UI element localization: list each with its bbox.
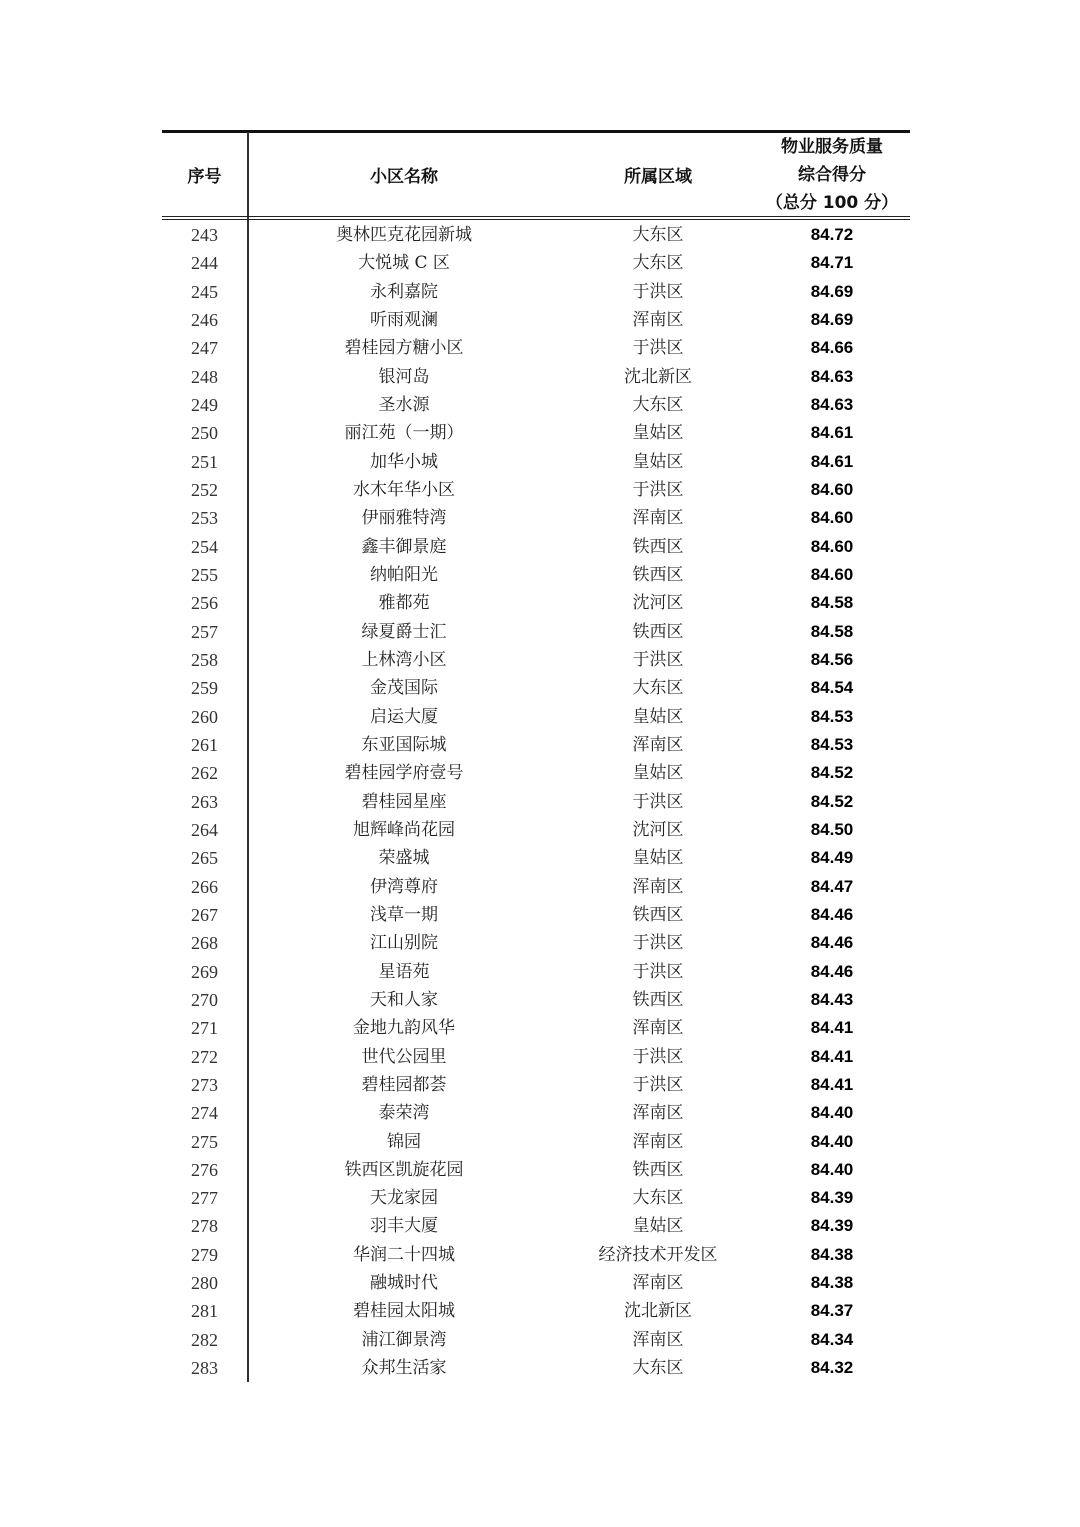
score-value: 84.60 bbox=[810, 508, 854, 528]
score-value: 84.32 bbox=[810, 1358, 854, 1378]
community-name: 启运大厦 bbox=[370, 706, 438, 727]
community-name: 绿夏爵士汇 bbox=[361, 621, 447, 642]
district: 浑南区 bbox=[632, 734, 684, 755]
score-value: 84.58 bbox=[810, 621, 854, 641]
district: 皇姑区 bbox=[632, 848, 684, 869]
score-value: 84.50 bbox=[810, 819, 854, 839]
district: 于洪区 bbox=[632, 1074, 684, 1095]
table-row bbox=[162, 561, 910, 589]
row-number: 268 bbox=[191, 933, 218, 954]
table-row bbox=[162, 873, 910, 901]
row-number: 253 bbox=[191, 508, 218, 529]
row-number: 280 bbox=[191, 1273, 218, 1294]
table-row bbox=[162, 476, 910, 504]
table-row bbox=[162, 419, 910, 447]
row-number: 248 bbox=[191, 366, 218, 387]
score-value: 84.41 bbox=[810, 1046, 854, 1066]
score-value: 84.52 bbox=[810, 763, 854, 783]
table-row bbox=[162, 646, 910, 674]
row-number: 243 bbox=[191, 225, 218, 245]
score-value: 84.40 bbox=[810, 1103, 854, 1123]
district: 浑南区 bbox=[632, 1103, 684, 1124]
header-rule bbox=[162, 216, 910, 220]
district: 于洪区 bbox=[632, 933, 684, 954]
district: 沈河区 bbox=[632, 593, 684, 614]
table-row bbox=[162, 533, 910, 561]
table-row bbox=[162, 759, 910, 787]
district: 浑南区 bbox=[632, 508, 684, 529]
table-row bbox=[162, 901, 910, 929]
district: 浑南区 bbox=[632, 1018, 684, 1039]
header-score-line3: （总分 100 分） bbox=[765, 192, 899, 213]
table-row bbox=[162, 788, 910, 816]
table-row bbox=[162, 1269, 910, 1297]
row-number: 251 bbox=[191, 451, 218, 472]
score-value: 84.53 bbox=[810, 706, 854, 726]
district: 皇姑区 bbox=[632, 423, 684, 444]
table-row bbox=[162, 844, 910, 872]
community-name: 锦园 bbox=[387, 1131, 421, 1152]
score-value: 84.38 bbox=[810, 1244, 854, 1264]
district: 皇姑区 bbox=[632, 1216, 684, 1237]
row-number: 247 bbox=[191, 338, 218, 359]
table-row bbox=[162, 504, 910, 532]
community-name: 听雨观澜 bbox=[370, 309, 438, 330]
row-number: 271 bbox=[191, 1018, 218, 1039]
district: 浑南区 bbox=[632, 876, 684, 897]
district: 沈河区 bbox=[632, 819, 684, 840]
score-value: 84.46 bbox=[810, 961, 854, 981]
table-header bbox=[162, 133, 910, 216]
community-name: 铁西区凯旋花园 bbox=[344, 1159, 464, 1180]
community-name: 伊丽雅特湾 bbox=[361, 508, 447, 529]
row-number: 281 bbox=[191, 1301, 218, 1322]
score-value: 84.71 bbox=[810, 253, 854, 273]
community-name: 碧桂园方糖小区 bbox=[344, 338, 464, 359]
table-row bbox=[162, 1241, 910, 1269]
table-row bbox=[162, 1354, 910, 1382]
community-name: 旭辉峰尚花园 bbox=[353, 819, 455, 840]
row-number: 282 bbox=[191, 1329, 218, 1350]
score-value: 84.40 bbox=[810, 1159, 854, 1179]
table-body bbox=[162, 221, 910, 1382]
community-name: 雅都苑 bbox=[378, 593, 430, 614]
row-number: 260 bbox=[191, 706, 218, 727]
community-name: 伊湾尊府 bbox=[370, 876, 438, 897]
header-no: 序号 bbox=[187, 167, 222, 187]
community-name: 圣水源 bbox=[378, 394, 430, 415]
score-value: 84.72 bbox=[810, 225, 854, 244]
row-number: 274 bbox=[191, 1103, 218, 1124]
community-name: 上林湾小区 bbox=[361, 649, 447, 670]
district: 大东区 bbox=[632, 678, 684, 699]
score-value: 84.58 bbox=[810, 593, 854, 613]
score-value: 84.37 bbox=[810, 1301, 854, 1321]
district: 于洪区 bbox=[632, 791, 684, 812]
community-name: 金茂国际 bbox=[370, 678, 438, 699]
district: 浑南区 bbox=[632, 1273, 684, 1294]
score-value: 84.47 bbox=[810, 876, 854, 896]
row-number: 261 bbox=[191, 734, 218, 755]
district: 皇姑区 bbox=[632, 706, 684, 727]
community-name: 江山别院 bbox=[370, 933, 438, 954]
score-value: 84.41 bbox=[810, 1074, 854, 1094]
table-row bbox=[162, 448, 910, 476]
header-score-line2: 综合得分 bbox=[798, 164, 866, 185]
score-value: 84.69 bbox=[810, 309, 854, 329]
district: 沈北新区 bbox=[624, 1301, 692, 1322]
row-number: 263 bbox=[191, 791, 218, 812]
table-row bbox=[162, 1099, 910, 1127]
score-value: 84.46 bbox=[810, 904, 854, 924]
table-row bbox=[162, 1043, 910, 1071]
row-number: 267 bbox=[191, 904, 218, 925]
row-number: 269 bbox=[191, 961, 218, 982]
community-name: 世代公园里 bbox=[361, 1046, 447, 1067]
table-row bbox=[162, 986, 910, 1014]
table-row bbox=[162, 306, 910, 334]
district: 铁西区 bbox=[632, 621, 684, 642]
community-name: 天和人家 bbox=[370, 989, 438, 1010]
community-name: 羽丰大厦 bbox=[370, 1216, 438, 1237]
table-row bbox=[162, 1326, 910, 1354]
row-number: 273 bbox=[191, 1074, 218, 1095]
row-number: 255 bbox=[191, 564, 218, 585]
table-row bbox=[162, 958, 910, 986]
score-value: 84.54 bbox=[810, 678, 854, 698]
district: 沈北新区 bbox=[624, 366, 692, 387]
score-value: 84.61 bbox=[810, 451, 854, 471]
score-value: 84.52 bbox=[810, 791, 854, 811]
score-value: 84.66 bbox=[810, 338, 854, 358]
community-name: 泰荣湾 bbox=[378, 1103, 430, 1124]
district: 于洪区 bbox=[632, 1046, 684, 1067]
score-value: 84.61 bbox=[810, 423, 854, 443]
row-number: 246 bbox=[191, 309, 218, 330]
table-row bbox=[162, 249, 910, 277]
table-row bbox=[162, 816, 910, 844]
community-name: 碧桂园太阳城 bbox=[353, 1301, 455, 1322]
row-number: 279 bbox=[191, 1244, 218, 1265]
header-name: 小区名称 bbox=[370, 167, 438, 187]
score-value: 84.34 bbox=[810, 1329, 854, 1349]
community-name: 东亚国际城 bbox=[361, 734, 447, 755]
score-value: 84.46 bbox=[810, 933, 854, 953]
score-value: 84.38 bbox=[810, 1273, 854, 1293]
table-row bbox=[162, 703, 910, 731]
district: 铁西区 bbox=[632, 1159, 684, 1180]
table-row bbox=[162, 1212, 910, 1240]
district: 铁西区 bbox=[632, 989, 684, 1010]
district: 大东区 bbox=[632, 1188, 684, 1209]
community-name: 天龙家园 bbox=[370, 1188, 438, 1209]
row-number: 264 bbox=[191, 819, 218, 840]
community-name: 丽江苑（一期） bbox=[344, 423, 464, 444]
community-name: 浦江御景湾 bbox=[361, 1329, 447, 1350]
score-value: 84.63 bbox=[810, 394, 854, 414]
row-number: 272 bbox=[191, 1046, 218, 1067]
community-name: 碧桂园都荟 bbox=[361, 1074, 447, 1095]
district: 于洪区 bbox=[632, 649, 684, 670]
community-name: 浅草一期 bbox=[370, 904, 438, 925]
community-name: 金地九韵风华 bbox=[353, 1018, 455, 1039]
table-row bbox=[162, 1297, 910, 1325]
table-row bbox=[162, 589, 910, 617]
score-value: 84.60 bbox=[810, 479, 854, 499]
header-score-line1: 物业服务质量 bbox=[781, 136, 883, 157]
table-row bbox=[162, 363, 910, 391]
district: 大东区 bbox=[632, 225, 684, 245]
district: 于洪区 bbox=[632, 338, 684, 359]
table-row bbox=[162, 1128, 910, 1156]
row-number: 254 bbox=[191, 536, 218, 557]
header-area: 所属区域 bbox=[624, 167, 692, 187]
score-value: 84.40 bbox=[810, 1131, 854, 1151]
table-row bbox=[162, 221, 910, 249]
community-name: 融城时代 bbox=[370, 1273, 438, 1294]
district: 铁西区 bbox=[632, 536, 684, 557]
score-value: 84.60 bbox=[810, 564, 854, 584]
community-name: 大悦城 C 区 bbox=[358, 253, 450, 274]
row-number: 249 bbox=[191, 394, 218, 415]
row-number: 257 bbox=[191, 621, 218, 642]
district: 浑南区 bbox=[632, 309, 684, 330]
community-name: 荣盛城 bbox=[378, 848, 430, 869]
district: 于洪区 bbox=[632, 281, 684, 302]
community-name: 碧桂园星座 bbox=[361, 791, 447, 812]
table-row bbox=[162, 731, 910, 759]
community-name: 碧桂园学府壹号 bbox=[344, 763, 464, 784]
row-number: 278 bbox=[191, 1216, 218, 1237]
district: 皇姑区 bbox=[632, 451, 684, 472]
row-number: 244 bbox=[191, 253, 218, 274]
row-number: 258 bbox=[191, 649, 218, 670]
community-name: 鑫丰御景庭 bbox=[361, 536, 447, 557]
table-row bbox=[162, 1071, 910, 1099]
district: 大东区 bbox=[632, 253, 684, 274]
score-value: 84.49 bbox=[810, 848, 854, 868]
row-number: 283 bbox=[191, 1358, 218, 1379]
community-name: 众邦生活家 bbox=[361, 1358, 447, 1379]
district: 于洪区 bbox=[632, 961, 684, 982]
district: 大东区 bbox=[632, 1358, 684, 1379]
row-number: 265 bbox=[191, 848, 218, 869]
district: 浑南区 bbox=[632, 1131, 684, 1152]
table-row bbox=[162, 618, 910, 646]
score-value: 84.69 bbox=[810, 281, 854, 301]
row-number: 250 bbox=[191, 423, 218, 444]
community-name: 华润二十四城 bbox=[353, 1244, 455, 1265]
score-value: 84.39 bbox=[810, 1216, 854, 1236]
table-row bbox=[162, 929, 910, 957]
score-value: 84.43 bbox=[810, 989, 854, 1009]
district: 皇姑区 bbox=[632, 763, 684, 784]
community-name: 永利嘉院 bbox=[370, 281, 438, 302]
district: 于洪区 bbox=[632, 479, 684, 500]
score-value: 84.56 bbox=[810, 649, 854, 669]
table-row bbox=[162, 1184, 910, 1212]
district: 经济技术开发区 bbox=[598, 1244, 718, 1265]
district: 铁西区 bbox=[632, 904, 684, 925]
row-number: 276 bbox=[191, 1159, 218, 1180]
row-number: 245 bbox=[191, 281, 218, 302]
community-name: 奥林匹克花园新城 bbox=[336, 225, 472, 245]
community-name: 银河岛 bbox=[378, 366, 430, 387]
district: 大东区 bbox=[632, 394, 684, 415]
community-name: 星语苑 bbox=[378, 961, 430, 982]
row-number: 270 bbox=[191, 989, 218, 1010]
table-row bbox=[162, 1156, 910, 1184]
community-name: 水木年华小区 bbox=[353, 479, 455, 500]
row-number: 259 bbox=[191, 678, 218, 699]
score-value: 84.60 bbox=[810, 536, 854, 556]
score-value: 84.41 bbox=[810, 1018, 854, 1038]
table-row bbox=[162, 278, 910, 306]
header-score bbox=[754, 133, 910, 216]
row-number: 252 bbox=[191, 479, 218, 500]
score-value: 84.63 bbox=[810, 366, 854, 386]
table-row bbox=[162, 674, 910, 702]
district: 铁西区 bbox=[632, 564, 684, 585]
table-row bbox=[162, 334, 910, 362]
score-value: 84.53 bbox=[810, 734, 854, 754]
score-value: 84.39 bbox=[810, 1188, 854, 1208]
community-name: 加华小城 bbox=[370, 451, 438, 472]
row-number: 277 bbox=[191, 1188, 218, 1209]
community-name: 纳帕阳光 bbox=[370, 564, 438, 585]
table-row bbox=[162, 391, 910, 419]
row-number: 256 bbox=[191, 593, 218, 614]
row-number: 266 bbox=[191, 876, 218, 897]
table-row bbox=[162, 1014, 910, 1042]
row-number: 262 bbox=[191, 763, 218, 784]
row-number: 275 bbox=[191, 1131, 218, 1152]
district: 浑南区 bbox=[632, 1329, 684, 1350]
